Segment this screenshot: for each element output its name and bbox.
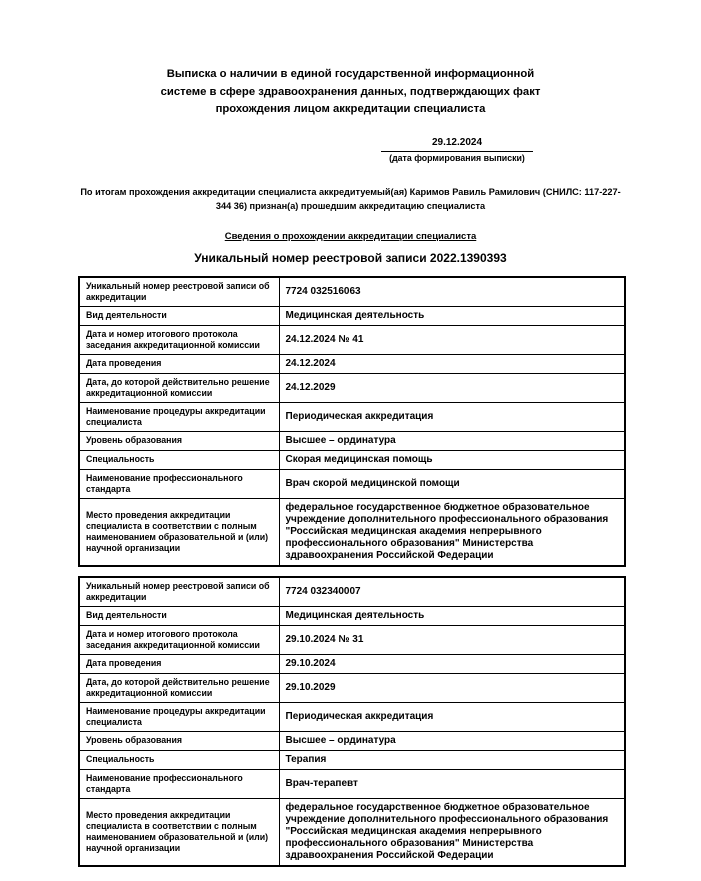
- row-label: Вид деятельности: [79, 306, 279, 325]
- row-value: федеральное государственное бюджетное образовательное учреждение дополнительного профессионального образования "Российская медицинская академия непрерывного профессионального образования" Министерства здравоохранения Российской Федерации: [279, 798, 625, 866]
- table-row: [79, 469, 625, 498]
- issue-date: 29.12.2024: [381, 137, 533, 152]
- row-label: Наименование профессионального стандарта: [79, 469, 279, 498]
- table-row: [79, 577, 625, 607]
- row-value: 7724 032516063: [279, 277, 625, 307]
- table-row: [79, 450, 625, 469]
- table-row: [79, 798, 625, 866]
- row-label: Дата и номер итогового протокола заседания аккредитационной комиссии: [79, 625, 279, 654]
- document-title: [0, 66, 701, 119]
- row-value: Медицинская деятельность: [279, 306, 625, 325]
- issue-date-block: [381, 137, 533, 164]
- row-label: Вид деятельности: [79, 606, 279, 625]
- row-label: Уровень образования: [79, 731, 279, 750]
- row-label: Место проведения аккредитации специалиста в соответствии с полным наименованием образовательной и (или) научной организации: [79, 498, 279, 566]
- row-value: 24.12.2024 № 41: [279, 325, 625, 354]
- row-value: Медицинская деятельность: [279, 606, 625, 625]
- row-label: Дата проведения: [79, 354, 279, 373]
- row-value: Высшее – ординатура: [279, 731, 625, 750]
- row-value: 29.10.2024 № 31: [279, 625, 625, 654]
- row-label: Дата проведения: [79, 654, 279, 673]
- intro-paragraph: По итогам прохождения аккредитации специалиста аккредитуемый(ая) Каримов Равиль Рамилович (СНИЛС: 117-227-344 36) признан(а) прошедшим аккредитацию специалиста: [80, 186, 621, 211]
- row-label: Специальность: [79, 750, 279, 769]
- issue-date-caption: (дата формирования выписки): [389, 152, 525, 163]
- table-row: [79, 306, 625, 325]
- row-value: 24.12.2024: [279, 354, 625, 373]
- row-value: Терапия: [279, 750, 625, 769]
- row-value: 29.10.2024: [279, 654, 625, 673]
- row-value: 29.10.2029: [279, 673, 625, 702]
- row-label: Место проведения аккредитации специалиста в соответствии с полным наименованием образовательной и (или) научной организации: [79, 798, 279, 866]
- table-row: [79, 673, 625, 702]
- row-label: Наименование профессионального стандарта: [79, 769, 279, 798]
- table-row: [79, 750, 625, 769]
- row-value: федеральное государственное бюджетное образовательное учреждение дополнительного профессионального образования "Российская медицинская академия непрерывного профессионального образования" Министерства здравоохранения Российской Федерации: [279, 498, 625, 566]
- table-row: [79, 354, 625, 373]
- table-row: [79, 373, 625, 402]
- table-row: [79, 498, 625, 566]
- table-row: [79, 625, 625, 654]
- document-title-line: прохождения лицом аккредитации специалиста: [215, 103, 486, 115]
- row-value: 7724 032340007: [279, 577, 625, 607]
- row-value: Врач скорой медицинской помощи: [279, 469, 625, 498]
- row-label: Уровень образования: [79, 431, 279, 450]
- row-value: 24.12.2029: [279, 373, 625, 402]
- document-title-line: системе в сфере здравоохранения данных, подтверждающих факт: [160, 85, 541, 98]
- table-row: [79, 402, 625, 431]
- row-value: Врач-терапевт: [279, 769, 625, 798]
- table-row: [79, 731, 625, 750]
- row-label: Специальность: [79, 450, 279, 469]
- accreditation-record-table-2: [78, 576, 626, 867]
- row-label: Дата и номер итогового протокола заседания аккредитационной комиссии: [79, 325, 279, 354]
- row-value: Высшее – ординатура: [279, 431, 625, 450]
- row-value: Скорая медицинская помощь: [279, 450, 625, 469]
- row-label: Дата, до которой действительно решение аккредитационной комиссии: [79, 673, 279, 702]
- row-label: Уникальный номер реестровой записи об аккредитации: [79, 277, 279, 307]
- registry-number-heading: Уникальный номер реестровой записи 2022.1390393: [194, 250, 507, 265]
- row-label: Дата, до которой действительно решение аккредитационной комиссии: [79, 373, 279, 402]
- row-label: Наименование процедуры аккредитации специалиста: [79, 402, 279, 431]
- document-title-line: Выписка о наличии в единой государственной информационной: [166, 68, 535, 80]
- section-heading: Сведения о прохождении аккредитации специалиста: [224, 230, 477, 242]
- row-value: Периодическая аккредитация: [279, 702, 625, 731]
- table-row: [79, 277, 625, 307]
- table-row: [79, 702, 625, 731]
- accreditation-record-table-1: [78, 276, 626, 567]
- table-row: [79, 325, 625, 354]
- table-row: [79, 431, 625, 450]
- table-row: [79, 654, 625, 673]
- row-label: Наименование процедуры аккредитации специалиста: [79, 702, 279, 731]
- table-row: [79, 769, 625, 798]
- row-label: Уникальный номер реестровой записи об аккредитации: [79, 577, 279, 607]
- row-value: Периодическая аккредитация: [279, 402, 625, 431]
- table-row: [79, 606, 625, 625]
